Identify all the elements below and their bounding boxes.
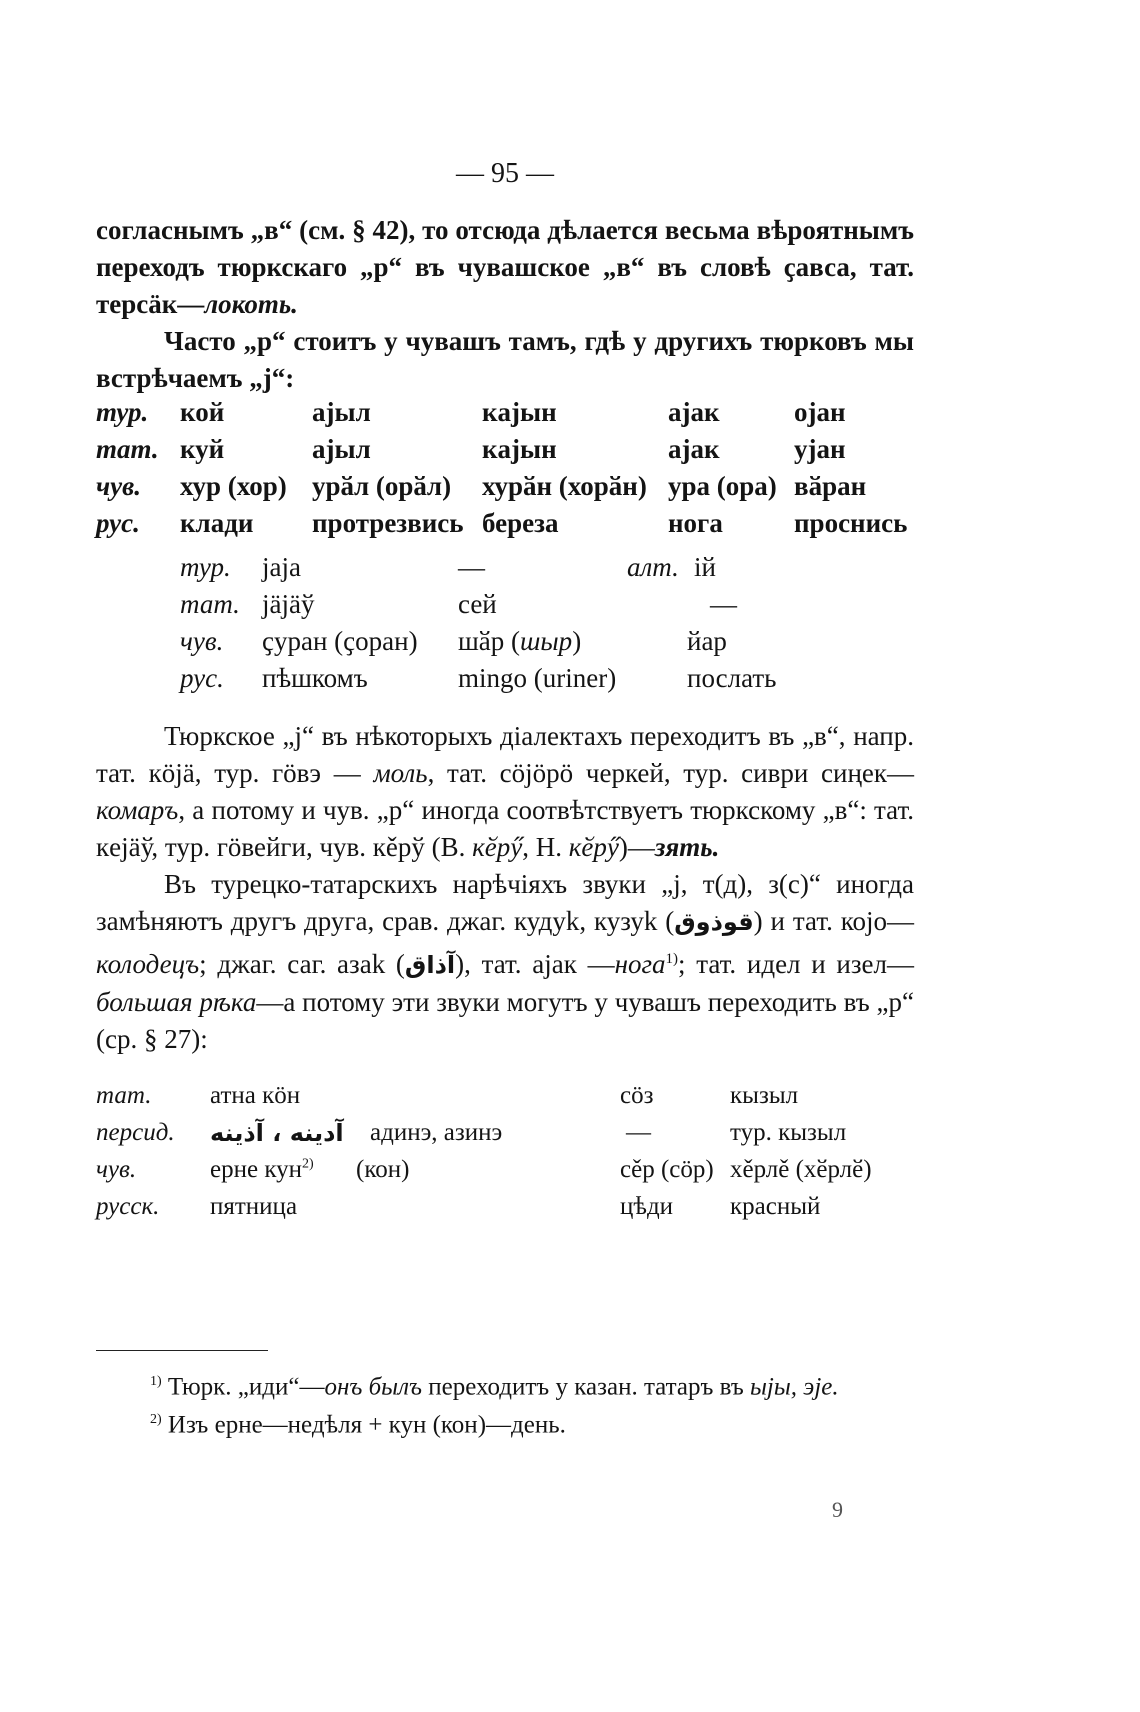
- table-cell: (кон): [356, 1156, 410, 1183]
- paragraph-block-2: [96, 718, 914, 1058]
- table-cell-text: ): [572, 626, 582, 656]
- emphasis: большая рѣка: [96, 987, 257, 1017]
- emphasis: онъ былъ: [324, 1373, 422, 1401]
- table-cell: куй: [180, 434, 225, 464]
- paragraph-1-emphasis: локоть.: [204, 289, 298, 319]
- paragraph-2: Часто „р“ стоитъ у чувашъ тамъ, гдѣ у другихъ тюрковъ мы встрѣчаемъ „j“:: [96, 326, 914, 393]
- text: Тюрк. „иди“—: [161, 1373, 325, 1401]
- text: k: [565, 906, 580, 936]
- table-cell: —: [458, 552, 485, 582]
- arabic-script: آدينه ، آذينه: [210, 1119, 344, 1147]
- table-cell: тур.: [96, 397, 149, 427]
- table-cell: ій: [694, 552, 716, 582]
- table-cell: русск.: [96, 1193, 160, 1220]
- table-cell: ajыл: [312, 397, 371, 427]
- arabic-script: آذاق: [404, 951, 456, 979]
- text: , а потому и чув. „р“ иногда соотвѣтствуетъ тюркскому „в“: тат. кejäў, тур. гöвейги, чув. кěрў (В.: [96, 795, 914, 862]
- footnote-marker: 1): [150, 1374, 162, 1389]
- table-cell: тат.: [180, 589, 240, 619]
- table-cell: чув.: [180, 626, 224, 656]
- table-cell: сöз: [620, 1082, 654, 1109]
- footnote-marker: 2): [150, 1412, 162, 1428]
- table-cell: цѣди: [620, 1193, 674, 1220]
- table-cell: йар: [687, 626, 727, 656]
- table-cell: сей: [458, 589, 497, 619]
- footnote-ref: 2): [302, 1156, 314, 1172]
- table-cell: mingo (uriner): [458, 663, 617, 693]
- text: k: [643, 906, 658, 936]
- table-cell: кой: [180, 397, 225, 427]
- emphasis: зять.: [654, 832, 720, 862]
- emphasis: нога: [614, 949, 666, 979]
- table-cell: хур (хор): [180, 471, 287, 501]
- text: Изъ ерне—недѣля + кун (кон)—день.: [161, 1411, 566, 1439]
- table-cell: вӑран: [794, 471, 867, 501]
- table-cell: атна кöн: [210, 1082, 301, 1109]
- table-cell: персид.: [96, 1119, 175, 1146]
- table-cell: проснись: [794, 508, 908, 538]
- footnotes: [96, 1365, 914, 1442]
- table-cell-italic: шыр: [520, 626, 573, 656]
- table-cell: сěр (сӧр): [620, 1156, 714, 1183]
- table-cell: береза: [482, 508, 559, 538]
- text: (: [385, 949, 405, 979]
- table-cell: ajыл: [312, 434, 371, 464]
- table-cell: пятница: [210, 1193, 298, 1220]
- emphasis: колодецъ: [96, 949, 200, 979]
- table-cell: ура (ора): [668, 471, 777, 501]
- footnote-2: [96, 1403, 914, 1441]
- text: )—: [618, 832, 655, 862]
- table-cell: алт.: [627, 552, 679, 582]
- table-cell: урӑл (орӑл): [312, 471, 452, 501]
- text: ) и тат. коjо—: [753, 906, 914, 936]
- table-cell: хěрлě (хӗрлӗ): [730, 1156, 872, 1183]
- emphasis: кӗрӳ: [568, 832, 619, 862]
- emphasis: комаръ: [96, 795, 179, 825]
- table-cell: тат.: [96, 1082, 152, 1109]
- paragraph-intro: [96, 212, 914, 397]
- printer-signature: 9: [832, 1497, 843, 1522]
- paragraph-1-text: согласнымъ „в“ (см. § 42), то отсюда дѣлается весьма вѣроятнымъ переходъ тюркскаго „р“ въ чувашское „в“ въ словѣ ҫавса, тат. терсäк—: [96, 215, 914, 319]
- table-cell: ҫуран (ҫоран): [262, 626, 418, 656]
- text: , кузу: [579, 906, 644, 936]
- text: Въ турецко-татарскихъ нарѣчіяхъ звуки „j, т(д), з(с)“ иногда замѣняютъ другъ друга, срав. джаг. куду: [96, 869, 914, 936]
- table-cell: кajын: [482, 397, 557, 427]
- table-cell: тур.: [180, 552, 231, 582]
- table-cell: протрезвись: [312, 508, 464, 538]
- table-cell: кajын: [482, 434, 557, 464]
- table-cell: рус.: [180, 663, 224, 693]
- table-cell: клади: [180, 508, 254, 538]
- table-cell: [458, 626, 581, 657]
- emphasis: ыjы, эjе.: [750, 1373, 839, 1401]
- table-cell: кызыл: [730, 1082, 799, 1109]
- table-cell: ajак: [668, 397, 720, 427]
- table-cell: jаjа: [262, 552, 301, 582]
- page-number: — 95 —: [456, 158, 554, 189]
- text: —а потому эти звуки могутъ у чувашъ переходить въ „р“ (ср. § 27):: [96, 987, 914, 1054]
- table-cell: ojан: [794, 397, 846, 427]
- paragraph-3: [96, 718, 914, 866]
- footnote-1: [96, 1365, 914, 1403]
- emphasis: кӗрӳ: [472, 832, 523, 862]
- table-cell: чув.: [96, 471, 141, 501]
- footnote-ref: 1): [665, 951, 679, 967]
- emphasis: моль: [373, 758, 428, 788]
- text: , Н.: [522, 832, 569, 862]
- table-cell: послать: [687, 663, 777, 693]
- table-cell: красный: [730, 1193, 821, 1220]
- text: Тюркское „j“ въ нѣкоторыхъ діалектахъ переходитъ въ „в“, напр. тат. кöjä, тур. гöвэ —: [96, 721, 914, 788]
- table-cell: jäjäў: [262, 589, 315, 619]
- table-cell: хурӑн (хорӑн): [482, 471, 647, 501]
- text: ; тат. идел и изел—: [678, 949, 914, 979]
- table-cell: нога: [668, 508, 723, 538]
- text: (: [657, 906, 675, 936]
- table-cell: уjан: [794, 434, 846, 464]
- table-cell: чув.: [96, 1156, 137, 1183]
- paragraph-1: [96, 212, 914, 323]
- table-cell: рус.: [96, 508, 140, 538]
- table-cell: —: [626, 1119, 651, 1146]
- table-cell-text: ерне кун: [210, 1156, 302, 1183]
- arabic-script: قوذوق: [674, 908, 754, 936]
- text: переходитъ у казан. татаръ въ: [421, 1373, 750, 1401]
- text: k: [371, 949, 386, 979]
- table-cell: тат.: [96, 434, 159, 464]
- text: ; джаг. саг. аза: [199, 949, 372, 979]
- footnote-divider: [96, 1350, 268, 1351]
- table-cell: тур. кызыл: [730, 1119, 847, 1146]
- text: , тат. сöjöрö черкей, тур. сиври сиңек—: [427, 758, 915, 788]
- paragraph-4: [96, 866, 914, 1058]
- table-cell: пѣшкомъ: [262, 663, 368, 693]
- text: ), тат. ajак —: [455, 949, 615, 979]
- table-cell: ajак: [668, 434, 720, 464]
- table-cell: адинэ, азинэ: [370, 1119, 503, 1146]
- table-cell-text: шӑр (: [458, 626, 521, 656]
- table-cell: —: [710, 589, 737, 619]
- table-cell: [210, 1156, 314, 1184]
